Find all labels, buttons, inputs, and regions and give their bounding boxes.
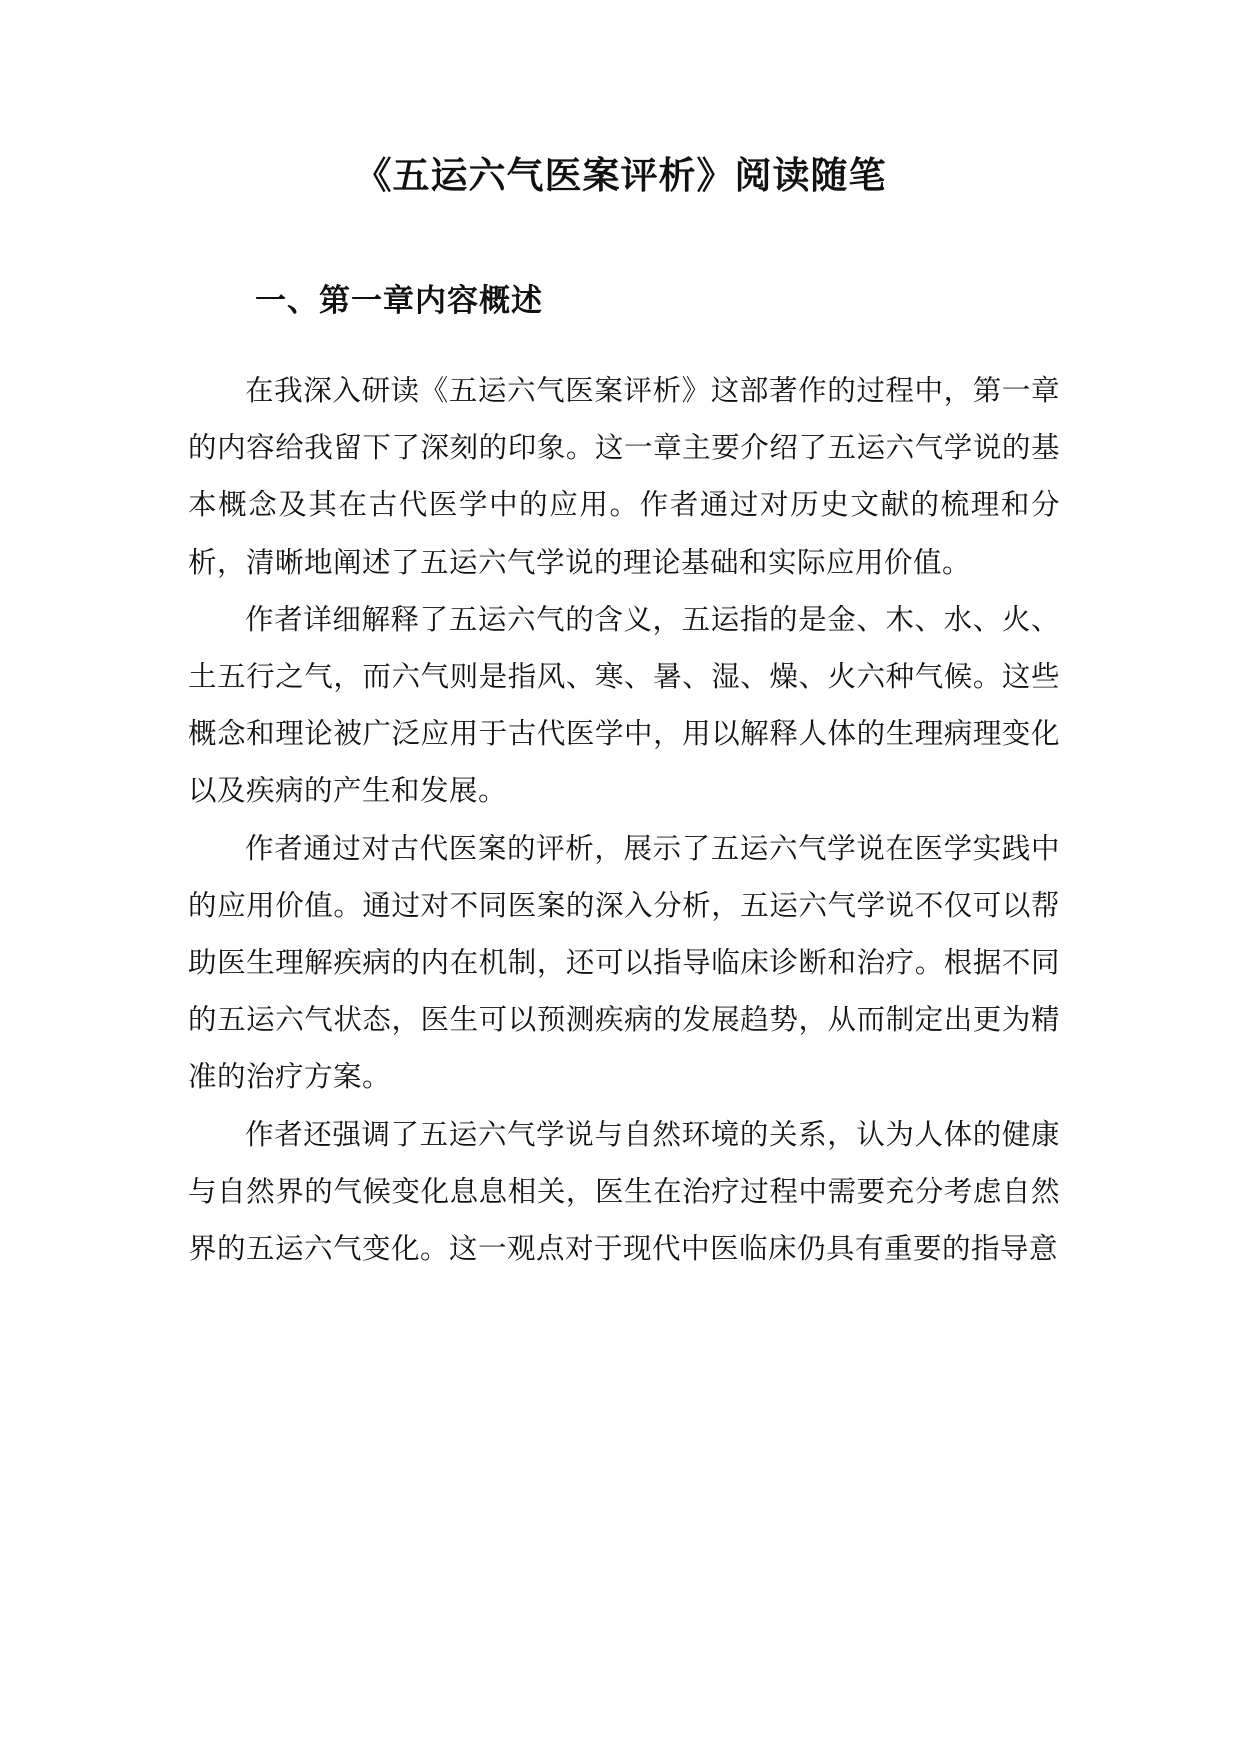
document-title: 《五运六气医案评析》阅读随笔 (354, 153, 887, 197)
paragraph: 作者详细解释了五运六气的含义，五运指的是金、木、水、火、土五行之气，而六气则是指风、寒、暑、湿、燥、火六种气候。这些概念和理论被广泛应用于古代医学中，用以解释人体的生理病理变化以及疾病的产生和发展。 (188, 602, 1060, 808)
paragraph: 在我深入研读《五运六气医案评析》这部著作的过程中，第一章的内容给我留下了深刻的印象。这一章主要介绍了五运六气学说的基本概念及其在古代医学中的应用。作者通过对历史文献的梳理和分析，清晰地阐述了五运六气学说的理论基础和实际应用价值。 (188, 374, 1060, 579)
paragraph: 作者通过对古代医案的评析，展示了五运六气学说在医学实践中的应用价值。通过对不同医案的深入分析，五运六气学说不仅可以帮助医生理解疾病的内在机制，还可以指导临床诊断和治疗。根据不同的五运六气状态，医生可以预测疾病的发展趋势，从而制定出更为精准的治疗方案。 (188, 831, 1060, 1094)
paragraph: 作者还强调了五运六气学说与自然环境的关系，认为人体的健康与自然界的气候变化息息相关，医生在治疗过程中需要充分考虑自然界的五运六气变化。这一观点对于现代中医临床仍具有重要的指导意 (188, 1117, 1060, 1266)
body-text (188, 362, 1060, 1277)
section-heading: 一、第一章内容概述 (255, 283, 543, 319)
